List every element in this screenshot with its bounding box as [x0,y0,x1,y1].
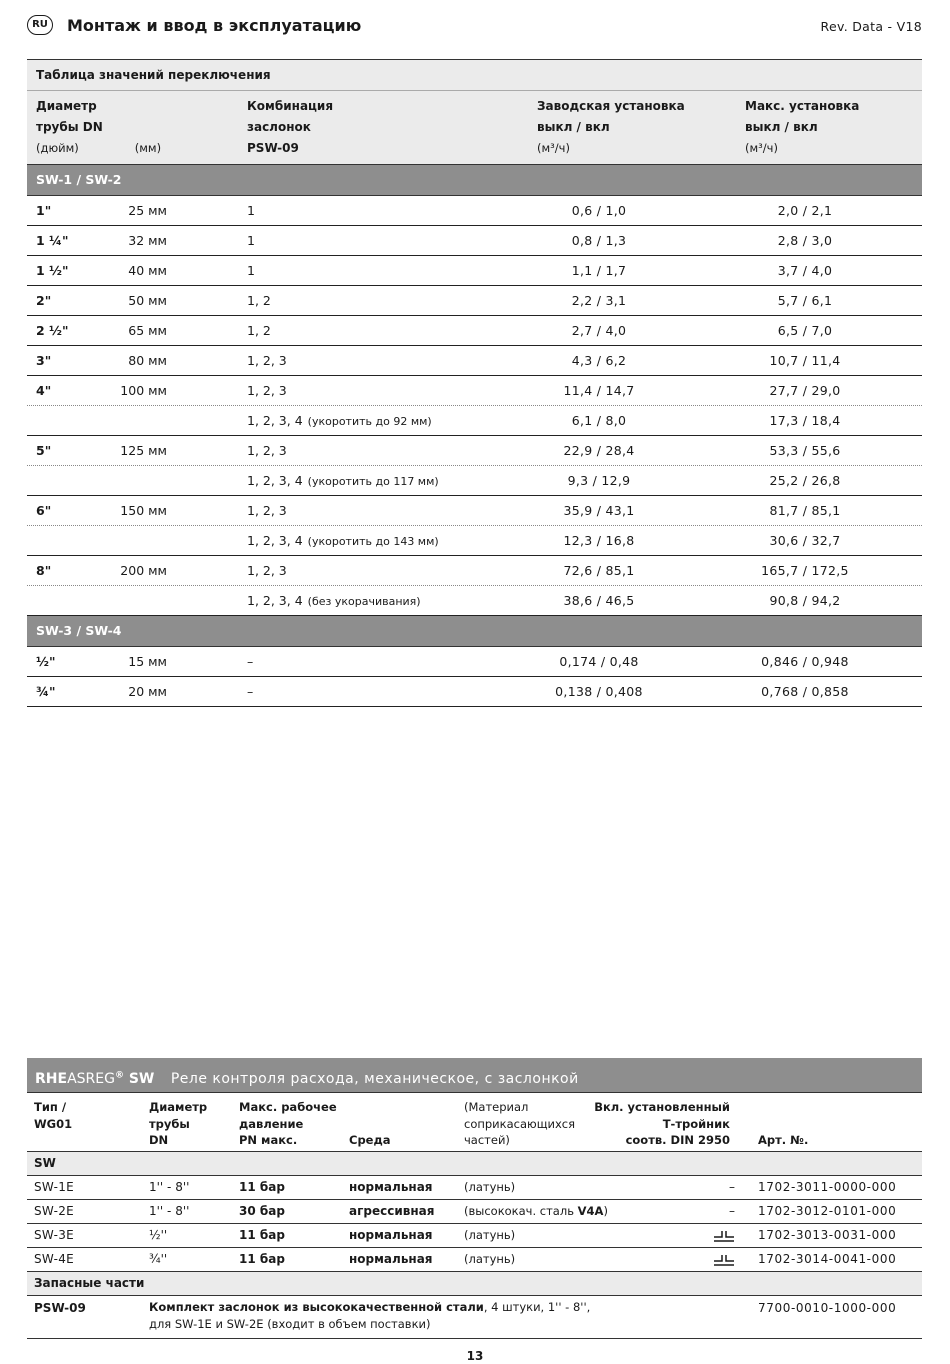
product-pressure: 11 бар [239,1252,285,1266]
max-setting: 0,768 / 0,858 [761,684,849,699]
table-row [27,586,922,616]
table-row [27,436,922,466]
dn-inch: 3" [36,353,52,368]
max-setting: 25,2 / 26,8 [769,473,841,488]
table-row [27,496,922,526]
dn-inch: 1 ½" [36,263,69,278]
dn-inch: 2" [36,293,52,308]
product-dn: 1'' - 8'' [149,1180,190,1194]
product-material: (латунь) [464,1228,516,1242]
product-article-number: 1702-3011-0000-000 [758,1180,897,1194]
col-medium: Среда [349,1133,391,1147]
product-material: (латунь) [464,1252,516,1266]
tee-none: – [729,1180,735,1194]
page-header [27,15,922,39]
table-row [27,256,922,286]
dn-inch: 4" [36,383,52,398]
page-title: Монтаж и ввод в эксплуатацию [67,16,362,35]
flap-combination: 1, 2, 3 [247,563,287,578]
factory-setting: 9,3 / 12,9 [567,473,631,488]
flap-combination: 1 [247,263,255,278]
product-medium: нормальная [349,1180,433,1194]
factory-setting: 6,1 / 8,0 [571,413,627,428]
factory-setting: 35,9 / 43,1 [563,503,635,518]
dn-inch: 1 ¼" [36,233,69,248]
product-medium: нормальная [349,1252,433,1266]
table-row [27,406,922,436]
spare-description: Комплект заслонок из высококачественной стали, 4 штуки, 1'' - 8'', для SW-1E и SW-2E (входит в объем поставки) [149,1300,591,1331]
product-type: SW-2E [34,1204,75,1218]
max-setting: 2,8 / 3,0 [777,233,833,248]
factory-setting: 38,6 / 46,5 [563,593,635,608]
table-row [27,526,922,556]
dn-inch: ½" [36,654,56,669]
flap-combination: 1, 2, 3, 4 (укоротить до 117 мм) [247,473,439,488]
factory-setting: 22,9 / 28,4 [563,443,635,458]
max-setting: 17,3 / 18,4 [769,413,841,428]
factory-setting: 12,3 / 16,8 [563,533,635,548]
flap-combination: 1, 2 [247,323,271,338]
max-setting: 53,3 / 55,6 [769,443,841,458]
factory-setting: 4,3 / 6,2 [571,353,627,368]
product-row [27,1200,922,1224]
table-row [27,376,922,406]
product-dn: 1'' - 8'' [149,1204,190,1218]
product-type: SW-4E [34,1252,75,1266]
max-setting: 90,8 / 94,2 [769,593,841,608]
max-setting: 165,7 / 172,5 [761,563,849,578]
flap-combination: 1, 2, 3, 4 (без укорачивания) [247,593,421,608]
product-row [27,1176,922,1200]
table-caption: Таблица значений переключения [27,60,922,91]
dn-inch: ¾" [36,684,56,699]
column-factory-setting: Заводская установка выкл / вкл (м³/ч) [537,99,685,155]
max-setting: 10,7 / 11,4 [769,353,841,368]
flap-combination: – [247,684,254,699]
product-article-number: 1702-3014-0041-000 [758,1252,897,1266]
column-max-setting: Макс. установка выкл / вкл (м³/ч) [745,99,860,155]
col-tee: Вкл. установленный Т-тройник соотв. DIN 2950 [594,1100,730,1147]
revision-label: Rev. Data - V18 [820,19,922,34]
factory-setting: 0,6 / 1,0 [571,203,627,218]
dn-mm: 200 мм [120,563,167,578]
product-dn: ½'' [149,1228,168,1242]
product-article-number: 1702-3012-0101-000 [758,1204,897,1218]
table-row [27,647,922,677]
table-row [27,286,922,316]
product-type: SW-1E [34,1180,75,1194]
spare-part-row [27,1296,922,1339]
table-body [27,165,922,707]
t-piece-icon [695,1224,735,1247]
product-banner [27,1058,922,1093]
table-row [27,556,922,586]
page-number: 13 [466,1349,484,1363]
product-column-headers [27,1093,922,1152]
col-type: Тип / WG01 [34,1100,73,1131]
max-setting: 3,7 / 4,0 [777,263,833,278]
section-sw: SW [27,1152,922,1176]
product-pressure: 30 бар [239,1204,285,1218]
product-material: (латунь) [464,1180,516,1194]
dn-mm: 150 мм [120,503,167,518]
table-row [27,677,922,707]
flap-combination: 1, 2, 3 [247,503,287,518]
flap-combination: 1, 2, 3, 4 (укоротить до 143 мм) [247,533,439,548]
table-row [27,196,922,226]
banner-description: Реле контроля расхода, механическое, с заслонкой [170,1070,579,1087]
product-material: (высококач. сталь V4A) [464,1204,608,1218]
table-row [27,466,922,496]
dn-mm: 80 мм [128,353,167,368]
brand-name: RHEASREG® SW [35,1070,155,1087]
product-table [27,1058,922,1339]
max-setting: 30,6 / 32,7 [769,533,841,548]
factory-setting: 72,6 / 85,1 [563,563,635,578]
factory-setting: 11,4 / 14,7 [563,383,635,398]
dn-mm: 125 мм [120,443,167,458]
dn-mm: 40 мм [128,263,167,278]
dn-mm: 20 мм [128,684,167,699]
dn-mm: 32 мм [128,233,167,248]
flap-combination: 1, 2, 3 [247,383,287,398]
factory-setting: 2,7 / 4,0 [571,323,627,338]
flap-combination: 1, 2 [247,293,271,308]
dn-inch: 1" [36,203,52,218]
flap-combination: 1, 2, 3, 4 (укоротить до 92 мм) [247,413,432,428]
col-pressure: Макс. рабочее давление PN макс. [239,1100,337,1147]
product-row [27,1224,922,1248]
flap-combination: – [247,654,254,669]
t-piece-icon [695,1248,735,1271]
flap-combination: 1, 2, 3 [247,353,287,368]
table-row [27,346,922,376]
table-header [27,59,922,165]
max-setting: 0,846 / 0,948 [761,654,849,669]
factory-setting: 0,174 / 0,48 [559,654,639,669]
factory-setting: 2,2 / 3,1 [571,293,627,308]
factory-setting: 1,1 / 1,7 [571,263,627,278]
column-combination: Комбинация заслонок PSW-09 [247,99,334,155]
factory-setting: 0,8 / 1,3 [571,233,627,248]
product-dn: ¾'' [149,1252,168,1266]
dn-mm: 100 мм [120,383,167,398]
column-dn: Диаметр трубы DN (дюйм) (мм) [36,99,162,155]
column-headers [27,91,922,164]
max-setting: 2,0 / 2,1 [777,203,833,218]
flap-combination: 1 [247,233,255,248]
section-header: SW-3 / SW-4 [27,616,922,647]
product-type: SW-3E [34,1228,75,1242]
switching-values-table [27,59,922,707]
dn-inch: 6" [36,503,52,518]
table-row [27,226,922,256]
spare-article-number: 7700-0010-1000-000 [758,1301,897,1315]
max-setting: 27,7 / 29,0 [769,383,841,398]
product-row [27,1248,922,1272]
dn-inch: 5" [36,443,52,458]
spare-code: PSW-09 [34,1301,86,1315]
table-row [27,316,922,346]
product-article-number: 1702-3013-0031-000 [758,1228,897,1242]
product-rows [27,1176,922,1272]
max-setting: 6,5 / 7,0 [777,323,833,338]
product-pressure: 11 бар [239,1228,285,1242]
flap-combination: 1 [247,203,255,218]
dn-mm: 65 мм [128,323,167,338]
col-material: (Материал соприкасающихся частей) [464,1100,576,1147]
tee-none: – [729,1204,735,1218]
product-medium: нормальная [349,1228,433,1242]
dn-mm: 25 мм [128,203,167,218]
dn-mm: 15 мм [128,654,167,669]
col-article: Арт. №. [758,1133,809,1147]
factory-setting: 0,138 / 0,408 [555,684,643,699]
max-setting: 5,7 / 6,1 [777,293,833,308]
dn-mm: 50 мм [128,293,167,308]
section-header: SW-1 / SW-2 [27,165,922,196]
flap-combination: 1, 2, 3 [247,443,287,458]
section-spare-parts: Запасные части [27,1272,922,1296]
dn-inch: 8" [36,563,52,578]
max-setting: 81,7 / 85,1 [769,503,841,518]
col-dn: Диаметр трубы DN [149,1100,208,1147]
language-badge: RU [27,15,53,35]
dn-inch: 2 ½" [36,323,69,338]
product-medium: агрессивная [349,1204,435,1218]
product-pressure: 11 бар [239,1180,285,1194]
